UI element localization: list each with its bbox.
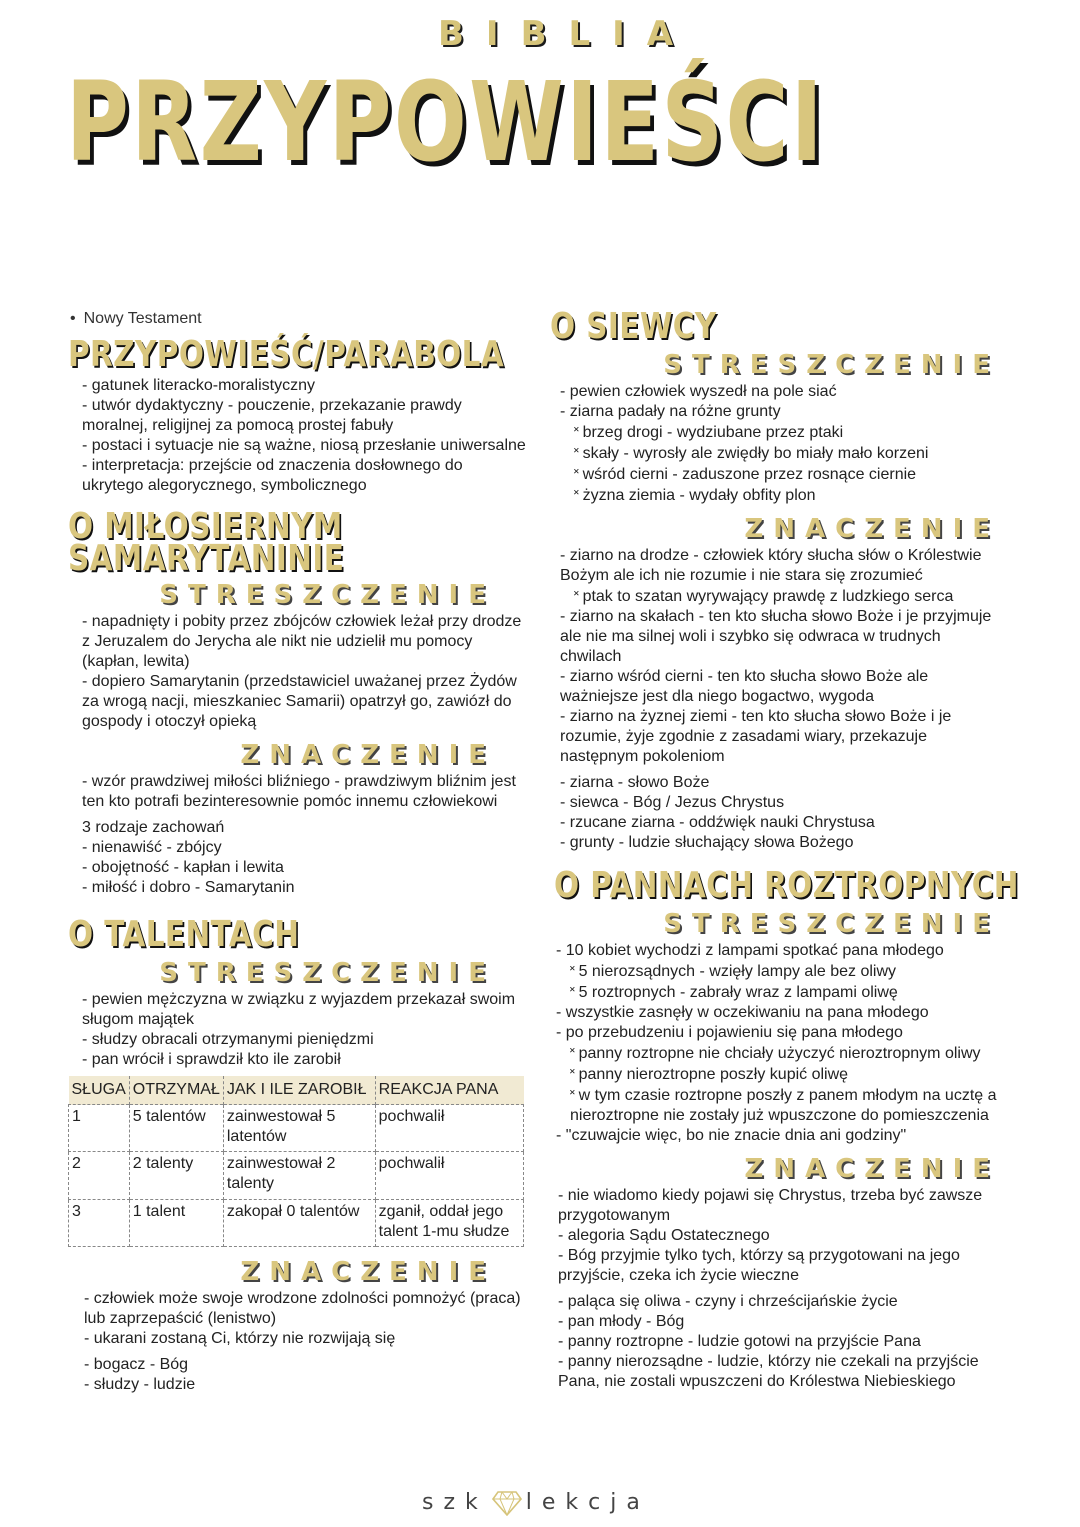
section-title-samarytanin-1: O MIŁOSIERNYM xyxy=(68,506,343,547)
panny-meaning-label: ZNACZENIE xyxy=(744,1154,1000,1184)
list-item: - 10 kobiet wychodzi z lampami spotkać pana młodego xyxy=(556,942,944,959)
list-item: ˟ ptak to szatan wyrywający prawdę z ludzkiego serca xyxy=(560,586,1000,607)
list-item: ˟ żyzna ziemia - wydały obfity plon xyxy=(560,485,1000,506)
table-cell: zakopał 0 talentów xyxy=(223,1200,375,1247)
left-column xyxy=(68,310,528,1395)
list-item: - "czuwajcie więc, bo nie znacie dnia ani godziny" xyxy=(556,1127,907,1144)
samarytanin-behaviour-list xyxy=(82,818,528,898)
header-small-title: BIBLIA xyxy=(438,14,696,54)
list-item: - alegoria Sądu Ostatecznego xyxy=(558,1227,770,1244)
panny-symbol-list xyxy=(558,1292,1000,1392)
list-item: - panny nierozsądne - ludzie, którzy nie czekali na przyjście Pana, nie zostali wpuszczeni do Królestwa Niebieskiego xyxy=(558,1353,979,1390)
table-cell: 2 talenty xyxy=(129,1152,223,1200)
footer-text-right: lekcja xyxy=(525,1490,650,1515)
talenty-meaning-list xyxy=(84,1289,528,1349)
table-row xyxy=(69,1105,524,1152)
list-item: - pan młody - Bóg xyxy=(558,1313,685,1330)
section-title-talenty: O TALENTACH xyxy=(68,914,300,955)
table-cell: zainwestował 5 latentów xyxy=(223,1105,375,1152)
list-item: - utwór dydaktyczny - pouczenie, przekazanie prawdy moralnej, religijnej za pomocą prostej fabuły xyxy=(82,397,462,434)
list-item: - nie wiadomo kiedy pojawi się Chrystus, trzeba być zawsze przygotowanym xyxy=(558,1187,983,1224)
list-item: - rzucane ziarna - oddźwięk nauki Chrystusa xyxy=(560,814,875,831)
list-item: - bogacz - Bóg xyxy=(84,1356,189,1373)
list-item: - postaci i sytuacje nie są ważne, niosą przesłanie uniwersalne xyxy=(82,437,526,454)
footer-logo xyxy=(422,1490,650,1516)
talenty-meaning-label: ZNACZENIE xyxy=(240,1257,496,1287)
talenty-summary-label: STRESZCZENIE xyxy=(159,958,496,988)
panny-summary-label: STRESZCZENIE xyxy=(663,909,1000,939)
table-row xyxy=(69,1152,524,1200)
list-item: - Bóg przyjmie tylko tych, którzy są przygotowani na jego przyjście, czeka ich życie wieczne xyxy=(558,1247,960,1284)
table-cell: 5 talentów xyxy=(129,1105,223,1152)
list-item: - miłość i dobro - Samarytanin xyxy=(82,879,295,896)
list-item: ˟ brzeg drogi - wydziubane przez ptaki xyxy=(560,422,1000,443)
section-title-parabola: PRZYPOWIEŚĆ/PARABOLA xyxy=(68,334,505,375)
table-header: SŁUGA xyxy=(69,1076,130,1105)
table-cell: 3 xyxy=(69,1200,130,1247)
parabola-list xyxy=(82,376,528,496)
table-cell: zganił, oddał jego talent 1-mu słudze xyxy=(375,1200,523,1247)
list-item: ˟ 5 nierozsądnych - wzięły lampy ale bez oliwy xyxy=(556,961,1000,982)
list-item: - paląca się oliwa - czyny i chrześcijańskie życie xyxy=(558,1293,898,1310)
diamond-icon xyxy=(492,1490,522,1516)
siewca-symbol-list xyxy=(560,773,1000,853)
table-row xyxy=(69,1200,524,1247)
talenty-table xyxy=(68,1076,524,1247)
list-item: - siewca - Bóg / Jezus Chrystus xyxy=(560,794,785,811)
table-cell: pochwalił xyxy=(375,1105,523,1152)
table-cell: 1 talent xyxy=(129,1200,223,1247)
table-cell: pochwalił xyxy=(375,1152,523,1200)
list-item: - ziarna - słowo Boże xyxy=(560,774,710,791)
list-item: - gatunek literacko-moralistyczny xyxy=(82,377,315,394)
list-item: - ukarani zostaną Ci, którzy nie rozwijają się xyxy=(84,1330,396,1347)
list-item: - nienawiść - zbójcy xyxy=(82,839,222,856)
list-item: 3 rodzaje zachowań xyxy=(82,819,225,836)
list-item: ˟ skały - wyrosły ale zwiędły bo miały mało korzeni xyxy=(560,443,1000,464)
samarytanin-summary-label: STRESZCZENIE xyxy=(159,580,496,610)
list-item: - ziarno na żyznej ziemi - ten kto słucha słowo Boże i je rozumie, żyje zgodnie z zasadami wiary, przekazuje następnym pokoleniom xyxy=(560,708,952,765)
siewca-summary-label: STRESZCZENIE xyxy=(663,350,1000,380)
talenty-summary-list xyxy=(82,990,528,1070)
samarytanin-meaning-list xyxy=(82,772,528,812)
talenty-symbol-list xyxy=(84,1355,528,1395)
list-item: - pan wrócił i sprawdził kto ile zarobił xyxy=(82,1051,341,1068)
list-item: ˟ wśród cierni - zaduszone przez rosnące ciernie xyxy=(560,464,1000,485)
list-item: ˟ 5 roztropnych - zabrały wraz z lampami oliwę xyxy=(556,982,1000,1003)
list-item: - obojętność - kapłan i lewita xyxy=(82,859,284,876)
siewca-summary-list xyxy=(560,382,1000,506)
list-item: - dopiero Samarytanin (przedstawiciel uważanej przez Żydów za wrogą nacji, mieszkaniec Samarii) opatrzył go, zawiózł do gospody i otoczył opieką xyxy=(82,673,517,730)
section-title-samarytanin-2: SAMARYTANINIE xyxy=(68,538,345,579)
list-item: - wszystkie zasnęły w oczekiwaniu na pana młodego xyxy=(556,1004,929,1021)
list-item: - interpretacja: przejście od znaczenia dosłownego do ukrytego alegorycznego, symbolicznego xyxy=(82,457,463,494)
right-column xyxy=(550,306,1019,1392)
list-item: - wzór prawdziwej miłości bliźniego - prawdziwym bliźnim jest ten kto potrafi bezinteresownie pomóc innemu człowiekowi xyxy=(82,773,516,810)
list-item: - ziarna padały na różne grunty xyxy=(560,403,781,420)
siewca-meaning-label: ZNACZENIE xyxy=(744,514,1000,544)
footer-text-left: szk xyxy=(422,1490,488,1515)
list-item: - słudzy - ludzie xyxy=(84,1376,196,1393)
testament-label: • Nowy Testament xyxy=(70,310,528,328)
samarytanin-meaning-label: ZNACZENIE xyxy=(240,740,496,770)
list-item: - ziarno na skałach - ten kto słucha słowo Boże i je przyjmuje ale nie ma silnej woli i szybko się odwraca w trudnych chwilach xyxy=(560,608,992,665)
table-cell: zainwestował 2 talenty xyxy=(223,1152,375,1200)
list-item: - po przebudzeniu i pojawieniu się pana młodego xyxy=(556,1024,903,1041)
list-item: - ziarno na drodze - człowiek który słucha słów o Królestwie Bożym ale ich nie rozumie i nie stara się zrozumieć xyxy=(560,547,982,584)
list-item: - napadnięty i pobity przez zbójców człowiek leżał przy drodze z Jeruzalem do Jerycha ale nikt nie udzielił mu pomocy (kapłan, lewita) xyxy=(82,613,522,670)
list-item: - panny roztropne - ludzie gotowi na przyjście Pana xyxy=(558,1333,921,1350)
list-item: - pewien człowiek wyszedł na pole siać xyxy=(560,383,837,400)
list-item: - pewien mężczyzna w związku z wyjazdem przekazał swoim sługom majątek xyxy=(82,991,516,1028)
table-header: JAK I ILE ZAROBIŁ xyxy=(223,1076,375,1105)
list-item: - ziarno wśród cierni - ten kto słucha słowo Boże ale ważniejsze jest dla niego bogactwo, wygoda xyxy=(560,668,929,705)
table-header: OTRZYMAŁ xyxy=(129,1076,223,1105)
list-item: - słudzy obracali otrzymanymi pieniędzmi xyxy=(82,1031,374,1048)
list-item: ˟ panny nieroztropne poszły kupić oliwę xyxy=(556,1064,1000,1085)
section-title-siewca: O SIEWCY xyxy=(550,306,717,347)
list-item: - człowiek może swoje wrodzone zdolności pomnożyć (praca) lub zaprzepaścić (lenistwo) xyxy=(84,1290,521,1327)
table-cell: 2 xyxy=(69,1152,130,1200)
siewca-meaning-list xyxy=(560,546,1000,767)
list-item: ˟ w tym czasie roztropne poszły z panem młodym na ucztę a nieroztropne nie zostały już wpuszczone do pomieszczenia xyxy=(556,1085,1000,1126)
panny-summary-list xyxy=(556,941,1000,1146)
section-title-panny: O PANNACH ROZTROPNYCH xyxy=(554,865,1019,906)
samarytanin-summary-list xyxy=(82,612,528,732)
table-header-row xyxy=(69,1076,524,1105)
table-header: REAKCJA PANA xyxy=(375,1076,523,1105)
list-item: - grunty - ludzie słuchający słowa Bożego xyxy=(560,834,854,851)
table-cell: 1 xyxy=(69,1105,130,1152)
page-title: PRZYPOWIEŚCI xyxy=(66,58,826,186)
list-item: ˟ panny roztropne nie chciały użyczyć nieroztropnym oliwy xyxy=(556,1043,1000,1064)
panny-meaning-list xyxy=(558,1186,1000,1286)
